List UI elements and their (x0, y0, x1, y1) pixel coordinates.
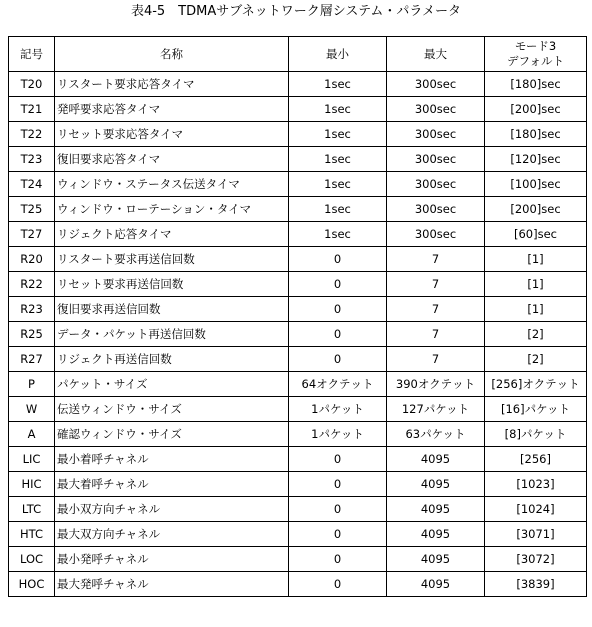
cell-default: [200]sec (485, 97, 587, 122)
table-row (9, 472, 587, 497)
table-caption: 表4-5 TDMAサブネットワーク層システム・パラメータ (130, 4, 462, 19)
cell-default: [3072] (485, 547, 587, 572)
cell-default: [2] (485, 347, 587, 372)
table-row (9, 97, 587, 122)
cell-default: [1] (485, 272, 587, 297)
cell-min: 0 (289, 572, 387, 597)
cell-name: リセット要求応答タイマ (55, 122, 289, 147)
cell-min: 0 (289, 322, 387, 347)
cell-max: 63パケット (387, 422, 485, 447)
cell-default: [16]パケット (485, 397, 587, 422)
cell-max: 300sec (387, 147, 485, 172)
table-row (9, 72, 587, 97)
cell-max: 4095 (387, 547, 485, 572)
table-row (9, 322, 587, 347)
cell-min: 1パケット (289, 422, 387, 447)
cell-max: 4095 (387, 447, 485, 472)
cell-name: リスタート要求再送信回数 (55, 247, 289, 272)
cell-min: 0 (289, 547, 387, 572)
cell-max: 7 (387, 347, 485, 372)
cell-max: 7 (387, 247, 485, 272)
cell-max: 4095 (387, 572, 485, 597)
cell-min: 0 (289, 472, 387, 497)
cell-name: 最小発呼チャネル (55, 547, 289, 572)
cell-min: 0 (289, 347, 387, 372)
cell-default: [8]パケット (485, 422, 587, 447)
cell-name: 最小着呼チャネル (55, 447, 289, 472)
cell-min: 0 (289, 497, 387, 522)
cell-symbol: W (9, 397, 55, 422)
cell-symbol: A (9, 422, 55, 447)
cell-max: 7 (387, 297, 485, 322)
table-row (9, 372, 587, 397)
cell-default: [180]sec (485, 72, 587, 97)
header-symbol: 記号 (9, 37, 55, 72)
cell-symbol: T23 (9, 147, 55, 172)
cell-min: 0 (289, 272, 387, 297)
cell-name: データ・パケット再送信回数 (55, 322, 289, 347)
cell-max: 127パケット (387, 397, 485, 422)
table-row (9, 272, 587, 297)
cell-max: 4095 (387, 497, 485, 522)
cell-name: リジェクト再送信回数 (55, 347, 289, 372)
cell-default: [200]sec (485, 197, 587, 222)
cell-symbol: T27 (9, 222, 55, 247)
cell-symbol: LIC (9, 447, 55, 472)
cell-max: 300sec (387, 97, 485, 122)
cell-default: [2] (485, 322, 587, 347)
cell-min: 1sec (289, 222, 387, 247)
table-body (9, 72, 587, 597)
cell-min: 1sec (289, 97, 387, 122)
cell-name: 発呼要求応答タイマ (55, 97, 289, 122)
cell-min: 0 (289, 522, 387, 547)
cell-name: パケット・サイズ (55, 372, 289, 397)
cell-max: 390オクテット (387, 372, 485, 397)
cell-name: 確認ウィンドウ・サイズ (55, 422, 289, 447)
cell-default: [3071] (485, 522, 587, 547)
cell-min: 1sec (289, 197, 387, 222)
cell-default: [1] (485, 247, 587, 272)
table-row (9, 547, 587, 572)
cell-max: 300sec (387, 122, 485, 147)
cell-min: 1sec (289, 122, 387, 147)
cell-symbol: T20 (9, 72, 55, 97)
cell-symbol: P (9, 372, 55, 397)
table-row (9, 147, 587, 172)
cell-symbol: R27 (9, 347, 55, 372)
cell-min: 1パケット (289, 397, 387, 422)
cell-min: 64オクテット (289, 372, 387, 397)
cell-symbol: HIC (9, 472, 55, 497)
cell-default: [256]オクテット (485, 372, 587, 397)
cell-symbol: R22 (9, 272, 55, 297)
table-row (9, 522, 587, 547)
cell-max: 7 (387, 272, 485, 297)
table-row (9, 497, 587, 522)
cell-min: 0 (289, 447, 387, 472)
cell-min: 1sec (289, 72, 387, 97)
cell-min: 0 (289, 297, 387, 322)
cell-max: 300sec (387, 72, 485, 97)
header-default-line1: モード3 (514, 39, 557, 53)
cell-default: [120]sec (485, 147, 587, 172)
header-row (9, 37, 587, 72)
cell-min: 0 (289, 247, 387, 272)
cell-name: 最小双方向チャネル (55, 497, 289, 522)
header-default (485, 37, 587, 72)
cell-min: 1sec (289, 147, 387, 172)
cell-name: 最大着呼チャネル (55, 472, 289, 497)
cell-max: 300sec (387, 172, 485, 197)
cell-max: 4095 (387, 522, 485, 547)
header-name: 名称 (55, 37, 289, 72)
table-row (9, 222, 587, 247)
table-row (9, 197, 587, 222)
cell-default: [100]sec (485, 172, 587, 197)
cell-default: [3839] (485, 572, 587, 597)
table-row (9, 172, 587, 197)
cell-symbol: R23 (9, 297, 55, 322)
table-row (9, 247, 587, 272)
cell-symbol: LOC (9, 547, 55, 572)
cell-max: 300sec (387, 222, 485, 247)
system-parameter-table (8, 36, 587, 597)
cell-symbol: R20 (9, 247, 55, 272)
cell-name: 復旧要求応答タイマ (55, 147, 289, 172)
cell-name: 最大双方向チャネル (55, 522, 289, 547)
table-row (9, 347, 587, 372)
cell-name: ウィンドウ・ローテーション・タイマ (55, 197, 289, 222)
cell-symbol: LTC (9, 497, 55, 522)
cell-name: ウィンドウ・ステータス伝送タイマ (55, 172, 289, 197)
header-min: 最小 (289, 37, 387, 72)
cell-default: [1024] (485, 497, 587, 522)
cell-max: 4095 (387, 472, 485, 497)
cell-default: [60]sec (485, 222, 587, 247)
cell-symbol: R25 (9, 322, 55, 347)
cell-name: 最大発呼チャネル (55, 572, 289, 597)
cell-symbol: HOC (9, 572, 55, 597)
cell-max: 300sec (387, 197, 485, 222)
table-row (9, 447, 587, 472)
table-row (9, 122, 587, 147)
cell-default: [256] (485, 447, 587, 472)
cell-min: 1sec (289, 172, 387, 197)
cell-name: リセット要求再送信回数 (55, 272, 289, 297)
cell-symbol: HTC (9, 522, 55, 547)
cell-default: [1023] (485, 472, 587, 497)
cell-name: 復旧要求再送信回数 (55, 297, 289, 322)
table-row (9, 297, 587, 322)
table-row (9, 422, 587, 447)
cell-max: 7 (387, 322, 485, 347)
cell-name: リスタート要求応答タイマ (55, 72, 289, 97)
table-row (9, 572, 587, 597)
cell-symbol: T24 (9, 172, 55, 197)
table-row (9, 397, 587, 422)
cell-symbol: T25 (9, 197, 55, 222)
cell-default: [180]sec (485, 122, 587, 147)
cell-name: リジェクト応答タイマ (55, 222, 289, 247)
cell-symbol: T22 (9, 122, 55, 147)
cell-name: 伝送ウィンドウ・サイズ (55, 397, 289, 422)
header-max: 最大 (387, 37, 485, 72)
header-default-line2: デフォルト (507, 54, 564, 68)
cell-symbol: T21 (9, 97, 55, 122)
cell-default: [1] (485, 297, 587, 322)
